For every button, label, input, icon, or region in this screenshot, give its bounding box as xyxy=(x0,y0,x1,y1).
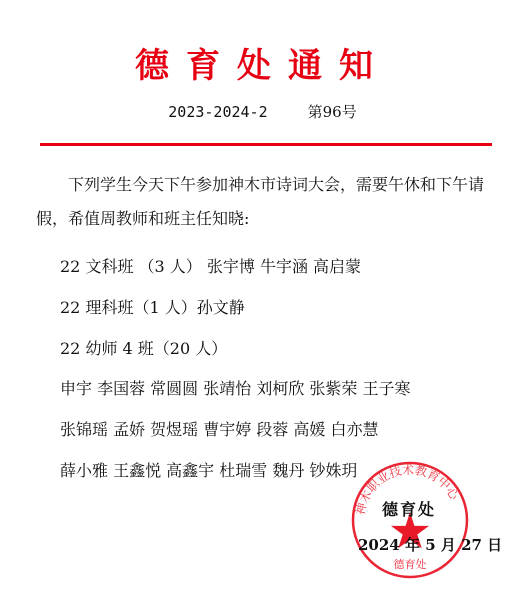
group-liberal-arts-class: 22 文科班 （3 人） 张宇博 牛宇涵 高启蒙 xyxy=(60,257,362,276)
document-year: 2023-2024-2 xyxy=(168,103,268,121)
document-serial: 第96号 xyxy=(307,103,357,121)
student-names-row: 申宇 李国蓉 常圆圆 张靖怡 刘柯欣 张紫荣 王子寒 xyxy=(60,379,411,398)
issue-date: 2024 年 5 月 27 日 xyxy=(358,536,503,554)
issuer-name: 德育处 xyxy=(382,500,437,519)
red-divider-line xyxy=(40,143,492,146)
group-preschool-class: 22 幼师 4 班（20 人） xyxy=(60,339,228,358)
seal-ring-text: 神木职业技术教育中心 xyxy=(353,462,462,517)
notice-title: 德育处通知 xyxy=(135,46,390,86)
official-seal-stamp xyxy=(350,460,470,580)
student-names-row: 薛小雅 王鑫悦 高鑫宇 杜瑞雪 魏丹 钞姝玥 xyxy=(60,461,358,480)
student-names-row: 张锦瑶 孟娇 贺煜瑶 曹宇婷 段蓉 高媛 白亦慧 xyxy=(60,420,379,439)
document-number xyxy=(0,102,525,122)
seal-center-text: 德育处 xyxy=(393,558,427,571)
intro-paragraph: 下列学生今天下午参加神木市诗词大会，需要午休和下午请假，希值周教师和班主任知晓: xyxy=(36,175,485,228)
group-science-class: 22 理科班（1 人）孙文静 xyxy=(60,298,245,317)
